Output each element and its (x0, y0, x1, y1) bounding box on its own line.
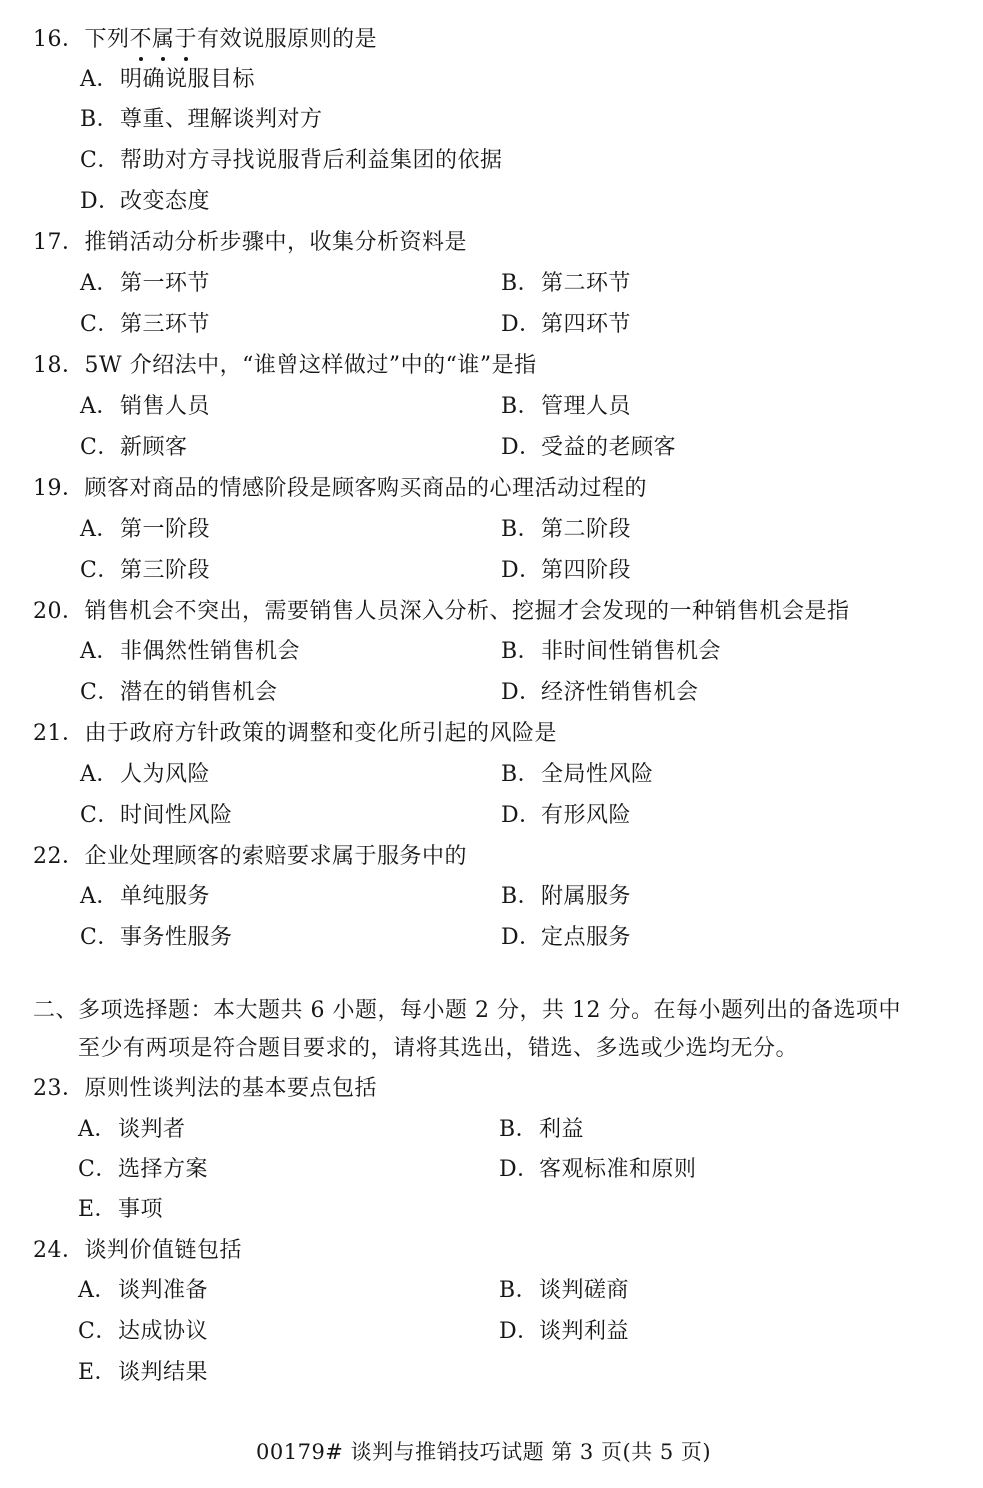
option-21-b: B．全局性风险 (501, 762, 654, 787)
option-17-c: C．第三环节 (80, 312, 211, 337)
option-22-c: C．事务性服务 (80, 925, 233, 950)
emphasis-char: 属 (152, 25, 175, 55)
option-23-c: C．选择方案 (78, 1157, 209, 1182)
question-number: 16． (33, 27, 85, 52)
question-24-stem: 24．谈判价值链包括 (33, 1238, 243, 1263)
option-24-b: B．谈判磋商 (499, 1278, 630, 1303)
option-20-d: D．经济性销售机会 (501, 680, 699, 705)
option-23-a: A．谈判者 (78, 1117, 186, 1142)
option-16-b: B．尊重、理解谈判对方 (80, 107, 323, 132)
option-20-a: A．非偶然性销售机会 (80, 639, 301, 664)
option-16-a: A．明确说服目标 (80, 67, 256, 92)
option-22-b: B．附属服务 (501, 884, 632, 909)
option-20-c: C．潜在的销售机会 (80, 680, 278, 705)
option-16-c: C．帮助对方寻找说服背后利益集团的依据 (80, 148, 503, 173)
option-23-b: B．利益 (499, 1117, 585, 1142)
option-23-d: D．客观标准和原则 (499, 1157, 697, 1182)
option-20-b: B．非时间性销售机会 (501, 639, 722, 664)
question-20-stem: 20．销售机会不突出，需要销售人员深入分析、挖掘才会发现的一种销售机会是指 (33, 599, 850, 624)
option-16-d: D．改变态度 (80, 189, 211, 214)
option-19-c: C．第三阶段 (80, 558, 211, 583)
question-23-stem: 23．原则性谈判法的基本要点包括 (33, 1076, 378, 1101)
option-19-d: D．第四阶段 (501, 558, 632, 583)
option-23-e: E．事项 (78, 1197, 164, 1222)
emphasis-char: 于 (175, 25, 198, 55)
option-24-e: E．谈判结果 (78, 1360, 209, 1385)
section-2-heading: 二、多项选择题：本大题共 6 小题，每小题 2 分，共 12 分。在每小题列出的备选项中 (33, 998, 901, 1023)
option-24-c: C．达成协议 (78, 1319, 209, 1344)
question-18-stem: 18．5W 介绍法中，“谁曾这样做过”中的“谁”是指 (33, 353, 537, 378)
option-22-d: D．定点服务 (501, 925, 632, 950)
option-19-a: A．第一阶段 (80, 517, 211, 542)
question-17-stem: 17．推销活动分析步骤中，收集分析资料是 (33, 230, 468, 255)
option-24-d: D．谈判利益 (499, 1319, 630, 1344)
question-21-stem: 21．由于政府方针政策的调整和变化所引起的风险是 (33, 721, 558, 746)
page-footer: 00179# 谈判与推销技巧试题 第 3 页(共 5 页) (256, 1440, 712, 1464)
option-22-a: A．单纯服务 (80, 884, 211, 909)
question-19-stem: 19．顾客对商品的情感阶段是顾客购买商品的心理活动过程的 (33, 476, 648, 501)
option-18-a: A．销售人员 (80, 394, 211, 419)
option-17-a: A．第一环节 (80, 271, 211, 296)
option-21-d: D．有形风险 (501, 803, 632, 828)
question-22-stem: 22．企业处理顾客的索赔要求属于服务中的 (33, 844, 468, 869)
option-17-d: D．第四环节 (501, 312, 632, 337)
option-21-c: C．时间性风险 (80, 803, 233, 828)
question-16-stem: 16．下列不属于有效说服原则的是 (33, 25, 377, 55)
option-18-c: C．新顾客 (80, 435, 188, 460)
option-24-a: A．谈判准备 (78, 1278, 209, 1303)
option-18-d: D．受益的老顾客 (501, 435, 677, 460)
option-21-a: A．人为风险 (80, 762, 211, 787)
option-18-b: B．管理人员 (501, 394, 632, 419)
option-19-b: B．第二阶段 (501, 517, 632, 542)
option-17-b: B．第二环节 (501, 271, 632, 296)
emphasis-char: 不 (130, 25, 153, 55)
section-2-heading-cont: 至少有两项是符合题目要求的，请将其选出，错选、多选或少选均无分。 (78, 1036, 799, 1061)
